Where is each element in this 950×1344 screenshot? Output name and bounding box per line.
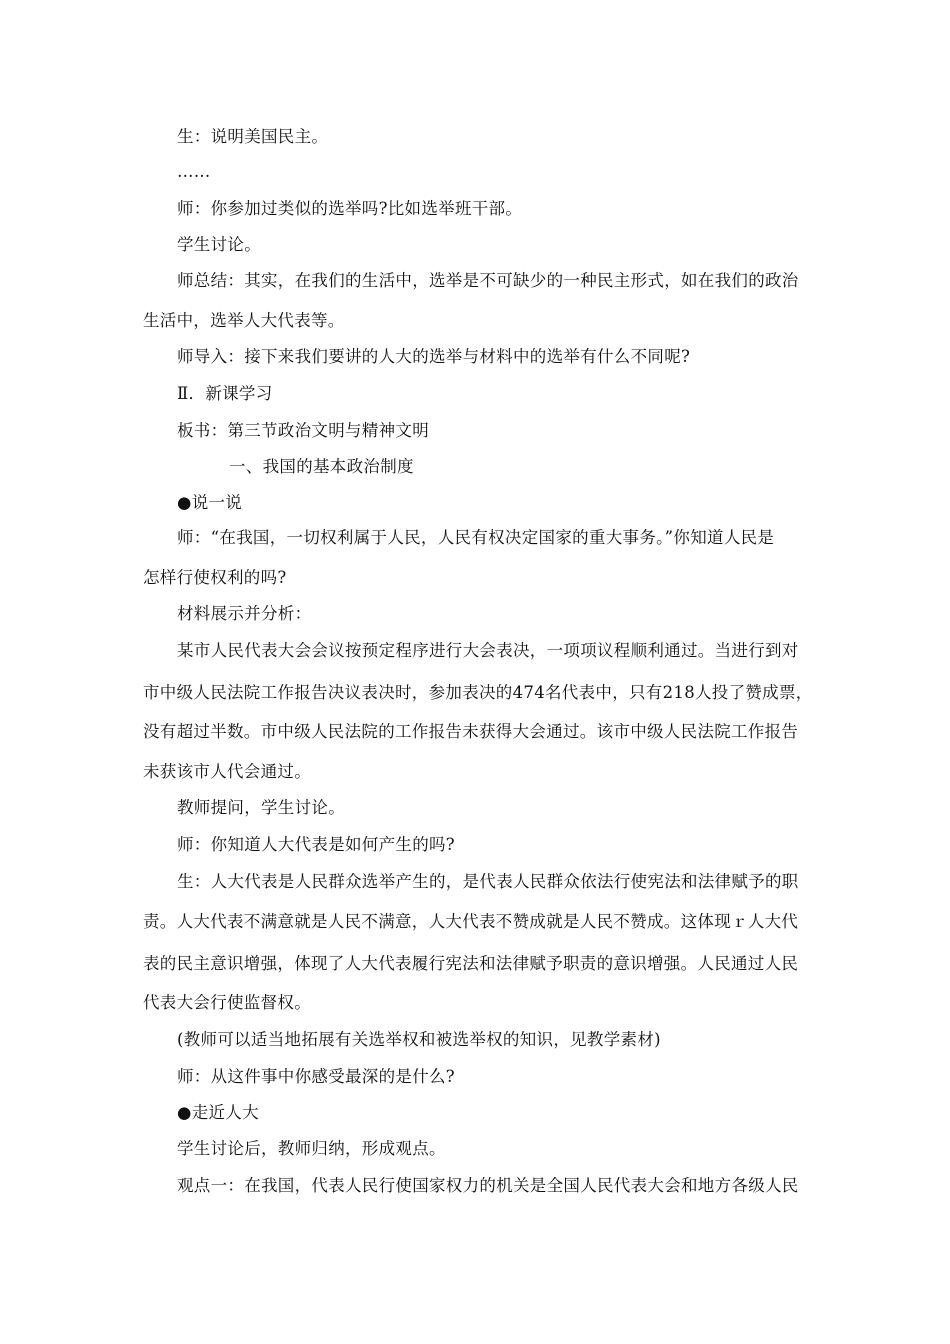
text-line: 观点一：在我国，代表人民行使国家权力的机关是全国人民代表大会和地方各级人民 [177,1176,799,1195]
text-line: 学生讨论。 [177,235,261,254]
text-line: 师：你参加过类似的选举吗?比如选举班干部。 [177,199,523,218]
text-line: 没有超过半数。市中级人民法院的工作报告未获得大会通过。该市中级人民法院工作报告 [143,722,799,741]
text-line: 代表大会行使监督权。 [143,993,311,1012]
text-line: 师总结：其实，在我们的生活中，选举是不可缺少的一种民主形式，如在我们的政治 [177,271,799,290]
text-line: 师：“在我国，一切权利属于人民，人民有权决定国家的重大事务。”你知道人民是 [177,528,775,547]
bullet-heading: ●说一说 [177,493,243,512]
text-line: 教师提问，学生讨论。 [177,798,345,817]
text-line: 学生讨论后，教师归纳，形成观点。 [177,1139,446,1158]
text-line: 师导入：接下来我们要讲的人大的选举与材料中的选举有什么不同呢? [177,347,691,366]
text-line: 市中级人民法院工作报告决议表决时，参加表决的474名代表中，只有218人投了赞成票， [143,683,813,702]
text-line: 板书：第三节政治文明与精神文明 [177,421,429,440]
text-line: 怎样行使权利的吗? [143,568,287,587]
text-line: (教师可以适当地拓展有关选举权和被选举权的知识，见教学素材) [177,1030,661,1049]
section-heading: Ⅱ．新课学习 [177,384,273,403]
text-line: 未获该市人代会通过。 [143,762,311,781]
text-line: 责。人大代表不满意就是人民不满意，人大代表不赞成就是人民不赞成。这体现ｒ人大代 [143,912,799,931]
text-line: 表的民主意识增强，体现了人大代表履行宪法和法律赋予职责的意识增强。人民通过人民 [143,954,799,973]
text-line: 生：说明美国民主。 [177,127,329,146]
text-line: 材料展示并分析： [177,604,312,623]
text-line: 师：你知道人大代表是如何产生的吗? [177,835,455,854]
text-line: 师：从这件事中你感受最深的是什么? [177,1067,455,1086]
section-heading: 一、我国的基本政治制度 [229,457,414,476]
text-line: 生活中，选举人大代表等。 [143,311,345,330]
text-line: 某市人民代表大会会议按预定程序进行大会表决，一项项议程顺利通过。当进行到对 [177,641,799,660]
text-line: 生：人大代表是人民群众选举产生的，是代表人民群众依法行使宪法和法律赋予的职 [177,872,799,891]
text-line: …… [177,162,211,181]
bullet-heading: ●走近人大 [177,1103,259,1122]
